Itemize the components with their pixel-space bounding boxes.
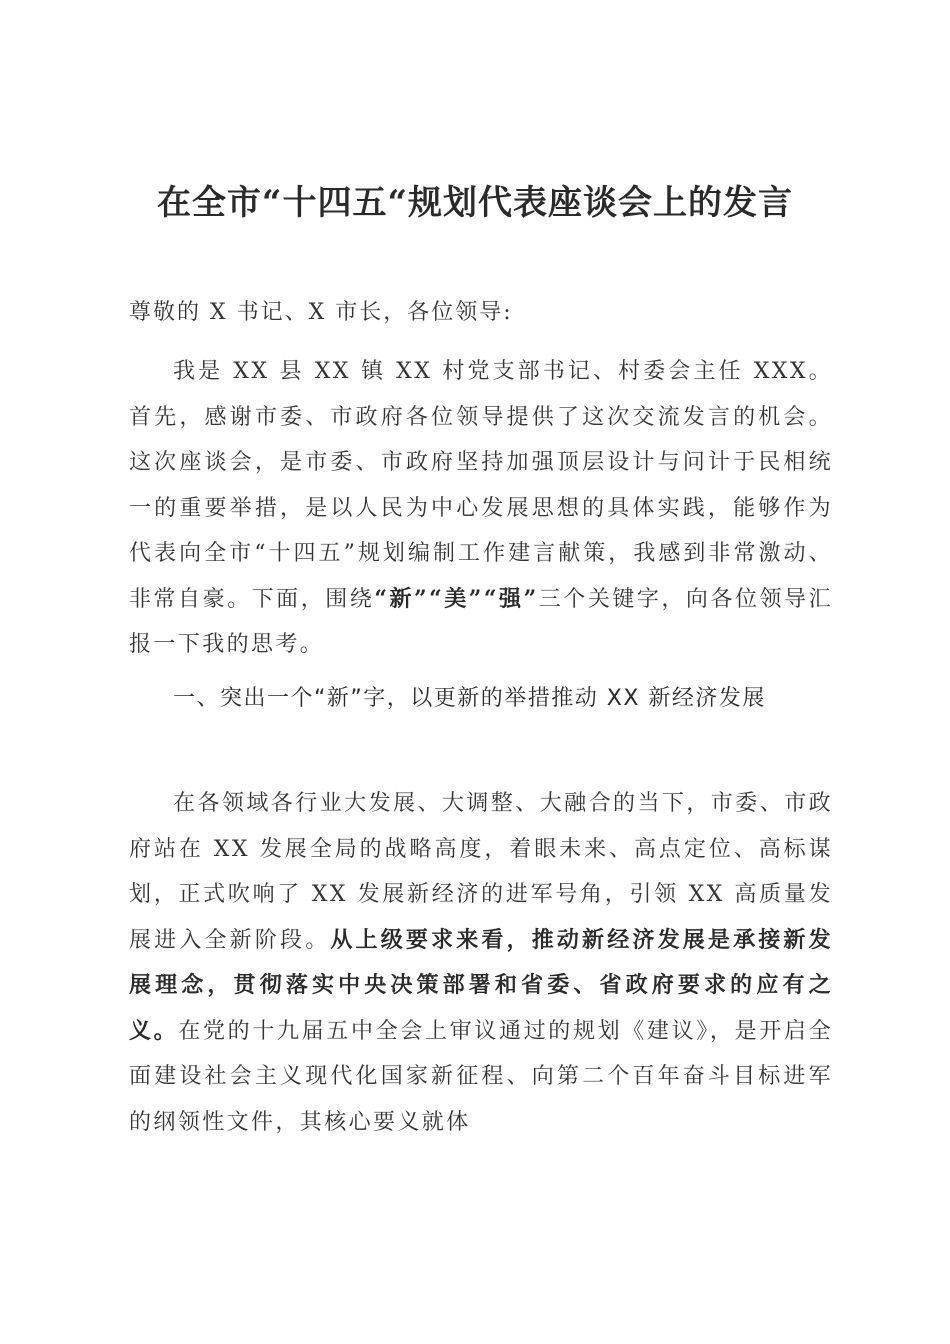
- bold-emphasis: 从上级要求来看，推动新经济发展是承接新发展理念，贯彻落实中央决策部署和省委、省政府要求的应有之义。: [129, 926, 833, 1044]
- paragraph-intro: [129, 349, 833, 668]
- paragraph-intro-outro: 三个关键字，向各位领导汇报一下我的思考。: [129, 586, 833, 657]
- document-title: 在全市“十四五“规划代表座谈会上的发言: [156, 183, 794, 223]
- salutation: 尊敬的 X 书记、X 市长，各位领导:: [129, 300, 513, 325]
- paragraph-intro-text: 我是 XX 县 XX 镇 XX 村党支部书记、村委会主任 XXX。首先，感谢市委、市政府各位领导提供了这次交流发言的机会。这次座谈会，是市委、市政府坚持加强顶层设计与问计于民相统一的重要举措，是以人民为中心发展思想的具体实践，能够作为代表向全市“十四五”规划编制工作建言献策，我感到非常激动、非常自豪。下面，围绕: [129, 359, 833, 612]
- keywords-emphasis: “新”“美”“强”: [374, 585, 539, 612]
- section-heading-1: 一、突出一个“新”字，以更新的举措推动 XX 新经济发展: [173, 686, 766, 711]
- paragraph-section-1: [129, 781, 833, 1145]
- paragraph-section-1-text: 在各领域各行业大发展、大调整、大融合的当下，市委、市政府站在 XX 发展全局的战略高度，着眼未来、高点定位、高标谋划，正式吹响了 XX 发展新经济的进军号角，引领 XX 高质量发展进入全新阶段。: [129, 791, 833, 953]
- paragraph-section-1-outro: 在党的十九届五中全会上审议通过的规划《建议》，是开启全面建设社会主义现代化国家新征程、向第二个百年奋斗目标进军的纲领性文件，其核心要义就体: [129, 1018, 833, 1135]
